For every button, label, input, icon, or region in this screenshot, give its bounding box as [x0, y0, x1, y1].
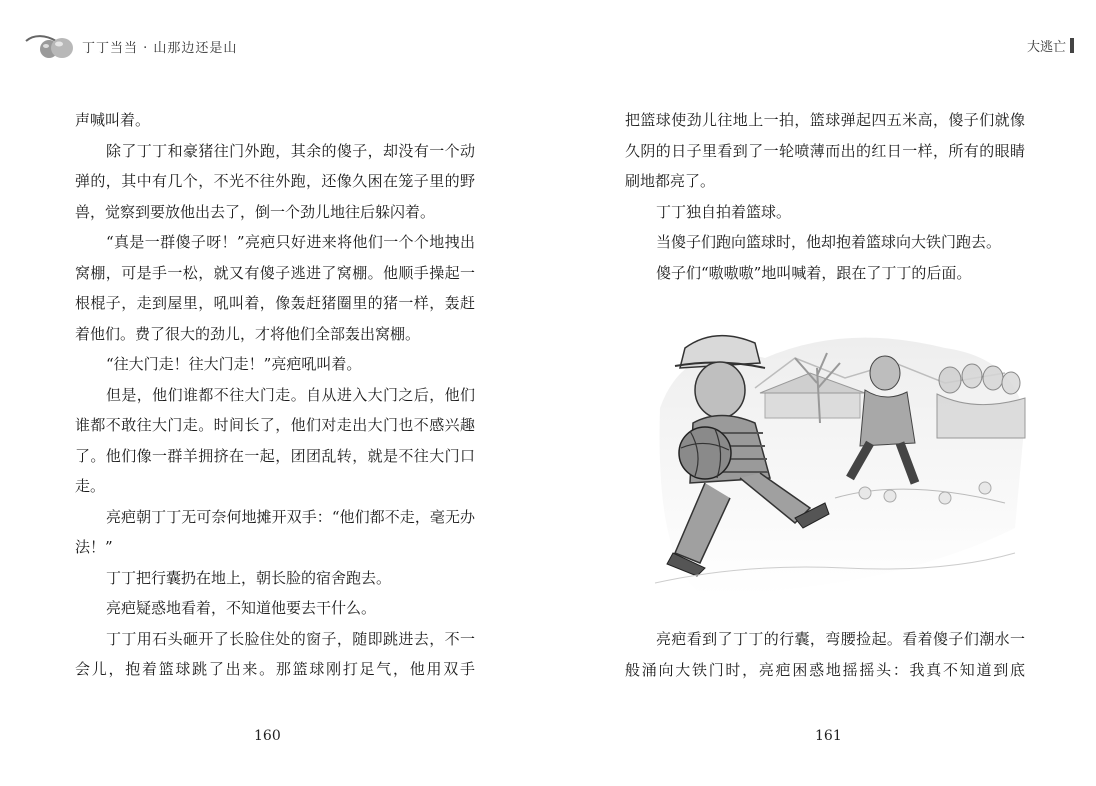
paragraph: 声喊叫着。 [75, 111, 151, 129]
paragraph: 亮疤朝丁丁无可奈何地摊开双手：“他们都不走，毫无办法！” [75, 507, 475, 556]
page-number-left: 160 [254, 728, 281, 744]
chapter-title: 大逃亡 [1026, 40, 1066, 55]
paragraph: 丁丁把行囊扔在地上，朝长脸的宿舍跑去。 [106, 568, 392, 587]
paragraph: 除了丁丁和豪猪往门外跑，其余的傻子，却没有一个动弹的，其中有几个，不光不往外跑，还像久困在笼子里的野兽，觉察到要放他出去了，倒一个劲儿地往后躲闪着。 [75, 141, 475, 221]
paragraph: 丁丁独自拍着篮球。 [656, 202, 792, 221]
paragraph: 丁丁用石头砸开了长脸住处的窗子，随即跳进去，不一会儿，抱着篮球跳了出来。那篮球刚打足气，他用双手 [75, 629, 475, 678]
paragraph: 亮疤疑惑地看着，不知道他要去干什么。 [106, 599, 377, 617]
right-page-body [625, 105, 1025, 288]
running-header-right [1027, 36, 1074, 55]
running-header-left [24, 30, 237, 62]
boy-running-with-basketball-illustration [645, 328, 1030, 598]
paragraph: 傻子们“嗷嗷嗷”地叫喊着，跟在了丁丁的后面。 [656, 263, 972, 282]
paragraph: 把篮球使劲儿往地上一拍，篮球弹起四五米高，傻子们就像久阴的日子里看到了一轮喷薄而出的红日一样，所有的眼睛刷地都亮了。 [625, 111, 1025, 190]
paragraph: “真是一群傻子呀！”亮疤只好进来将他们一个个地拽出窝棚，可是手一松，就又有傻子逃进了窝棚。他顺手操起一根棍子，走到屋里，吼叫着，像轰赶猪圈里的猪一样，轰赶着他们。费了很大的劲儿，才将他们全部轰出窝棚。 [75, 233, 475, 343]
page-number-right: 161 [815, 728, 842, 744]
right-page-body-continued [625, 624, 1025, 685]
paragraph: “往大门走！往大门走！”亮疤吼叫着。 [106, 355, 362, 373]
paragraph: 亮疤看到了丁丁的行囊，弯腰捡起。看着傻子们潮水一般涌向大铁门时，亮疤困惑地摇摇头：我真不知道到底 [625, 630, 1025, 679]
gourd-logo-icon [24, 30, 76, 62]
paragraph: 当傻子们跑向篮球时，他却抱着篮球向大铁门跑去。 [656, 233, 1002, 251]
paragraph: 但是，他们谁都不往大门走。自从进入大门之后，他们谁都不敢往大门走。时间长了，他们对走出大门也不感兴趣了。他们像一群羊拥挤在一起，团团乱转，就是不往大门口走。 [75, 385, 475, 495]
series-title: 丁丁当当 · 山那边还是山 [82, 40, 238, 56]
left-page-body [75, 105, 475, 685]
chapter-marker [1070, 38, 1074, 53]
